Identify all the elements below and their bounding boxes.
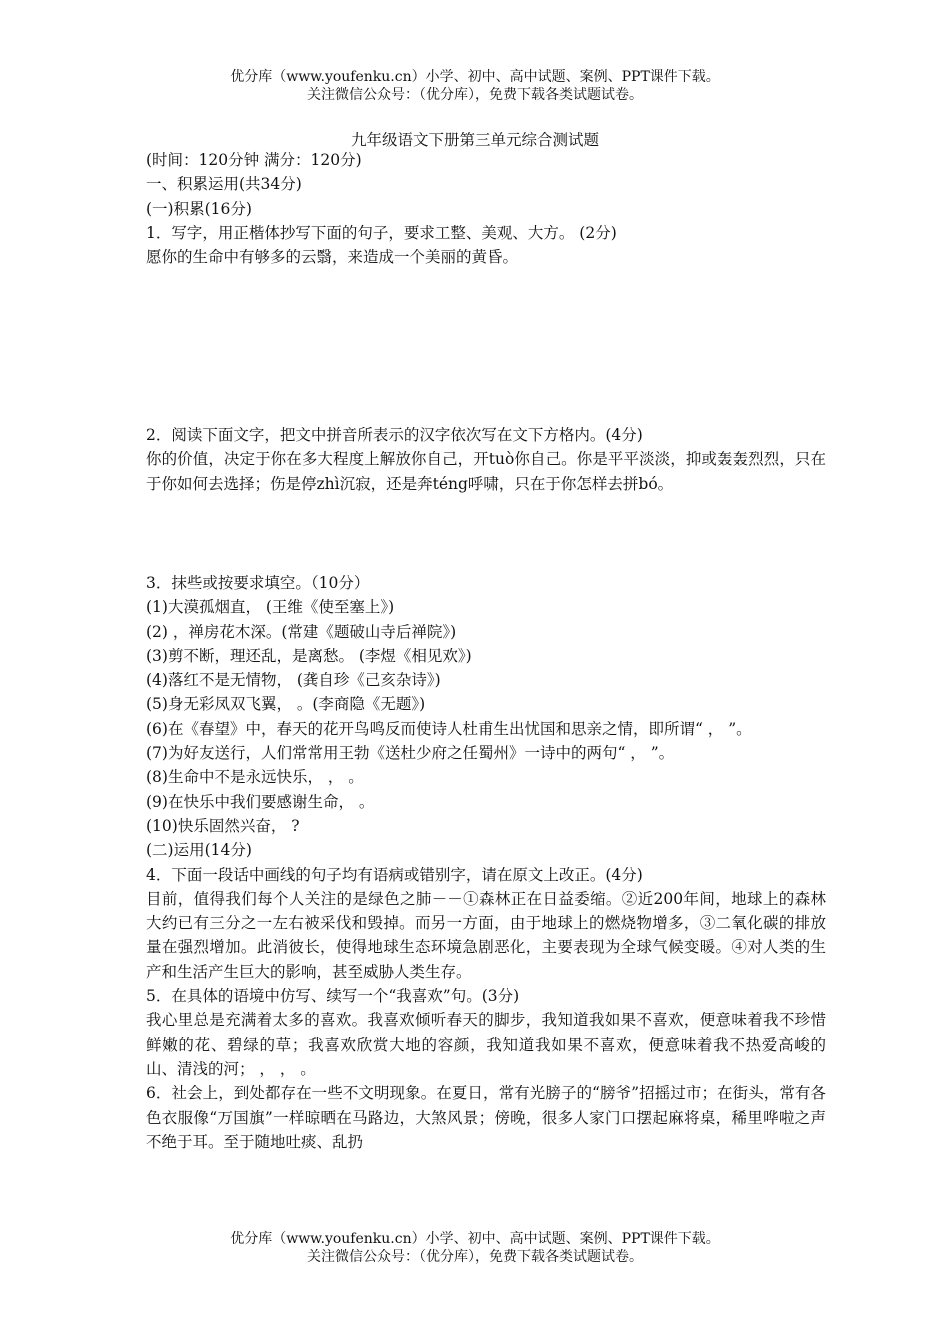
part-heading: 一、积累运用(共34分) <box>146 175 302 194</box>
page-footer <box>0 1230 950 1266</box>
question-1-prompt: 1．写字，用正楷体抄写下面的句子，要求工整、美观、大方。 (2分) <box>146 223 617 242</box>
question-3-item: (4)落红不是无情物， (龚自珍《己亥杂诗》) <box>146 671 441 690</box>
header-line-2: 关注微信公众号：（优分库），免费下载各类试题试卷。 <box>307 87 643 103</box>
header-line-1: 优分库（www.youfenku.cn）小学、初中、高中试题、案例、PPT课件下载。 <box>230 69 720 85</box>
question-3-prompt: 3．抹些或按要求填空。（10分） <box>146 574 370 592</box>
question-3-item: (5)身无彩凤双飞翼， 。(李商隐《无题》) <box>146 695 426 714</box>
question-3-item: (1)大漠孤烟直， (王维《使至塞上》) <box>146 598 395 617</box>
question-4-text: 目前，值得我们每个人关注的是绿色之肺－－①森林正在日益委缩。②近200年间，地球上的森林大约已有三分之一左右被采伐和毁掉。而另一方面，由于地球上的燃烧物增多，③二氧化碳的排放量在强烈增加。此消彼长，使得地球生态环境急剧恶化，主要表现为全球气候变暖。④对人类的生产和生活产生巨大的影响，甚至威胁人类生存。 <box>146 889 826 981</box>
question-3-item: (9)在快乐中我们要感谢生命， 。 <box>146 792 375 811</box>
question-2-section <box>146 423 826 496</box>
sub-heading-accumulate: (一)积累(16分) <box>146 199 252 218</box>
question-2-prompt: 2．阅读下面文字，把文中拼音所表示的汉字依次写在文下方格内。(4分) <box>146 426 643 444</box>
question-3-item: (10)快乐固然兴奋， ? <box>146 816 300 835</box>
question-3-item: (8)生命中不是永远快乐， ， 。 <box>146 768 364 787</box>
question-3-item: (7)为好友送行，人们常常用王勃《送杜少府之任蜀州》一诗中的两句“ ， ”。 <box>146 744 675 763</box>
question-1-text: 愿你的生命中有够多的云翳，来造成一个美丽的黄昏。 <box>146 248 519 267</box>
question-3-section <box>146 571 826 1154</box>
intro-section <box>146 148 826 269</box>
question-4-prompt: 4．下面一段话中画线的句子均有语病或错别字，请在原文上改正。(4分) <box>146 865 643 884</box>
question-5-text: 我心里总是充满着太多的喜欢。我喜欢倾听春天的脚步，我知道我如果不喜欢，便意味着我不珍惜鲜嫩的花、碧绿的草；我喜欢欣赏大地的容颜，我知道我如果不喜欢，便意味着我不热爱高峻的山、清浅的河； ， ， 。 <box>146 1011 826 1078</box>
footer-line-2: 关注微信公众号：（优分库），免费下载各类试题试卷。 <box>307 1249 643 1265</box>
page-header <box>0 68 950 104</box>
time-line: (时间：120分钟 满分：120分) <box>146 151 362 169</box>
document-title: 九年级语文下册第三单元综合测试题 <box>350 131 599 149</box>
question-3-item: (3)剪不断，理还乱，是离愁。 (李煜《相见欢》) <box>146 646 472 665</box>
question-3-item: (2) ，禅房花木深。(常建《题破山寺后禅院》) <box>146 622 457 641</box>
question-6-prompt: 6．社会上，到处都存在一些不文明现象。在夏日，常有光膀子的“膀爷”招摇过市；在街头，常有各色衣服像“万国旗”一样晾晒在马路边，大煞风景；傍晚，很多人家门口摆起麻将桌，稀里哗啦之声不绝于耳。至于随地吐痰、乱扔 <box>146 1084 826 1151</box>
question-5-prompt: 5．在具体的语境中仿写、续写一个“我喜欢”句。(3分) <box>146 987 520 1006</box>
footer-line-1: 优分库（www.youfenku.cn）小学、初中、高中试题、案例、PPT课件下载。 <box>230 1231 720 1247</box>
question-2-text: 你的价值，决定于你在多大程度上解放你自己，开tuò你自己。你是平平淡淡，抑或轰轰烈烈，只在于你如何去选择；伤是停zhì沉寂，还是奔téng呼啸，只在于你怎样去拼bó。 <box>146 450 826 493</box>
sub-heading-apply: (二)运用(14分) <box>146 841 252 860</box>
question-3-item: (6)在《春望》中，春天的花开鸟鸣反而使诗人杜甫生出忧国和思亲之情，即所谓“ ， ”。 <box>146 719 752 738</box>
